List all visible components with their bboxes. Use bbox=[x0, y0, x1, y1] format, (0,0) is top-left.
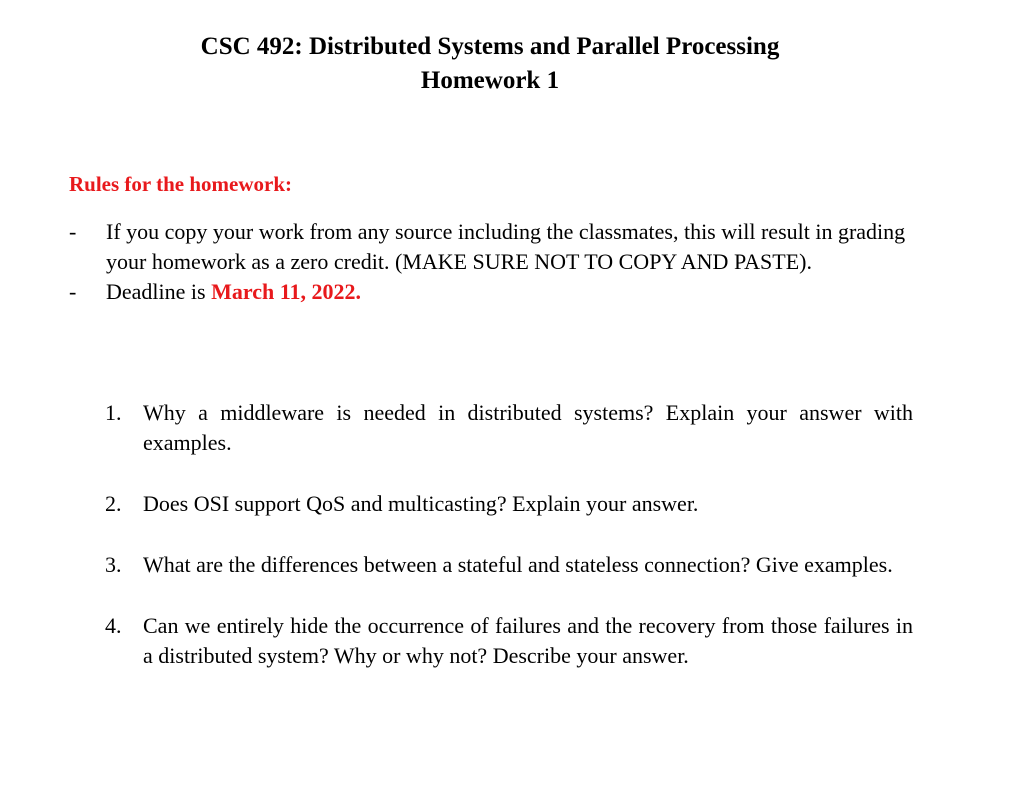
rules-list bbox=[69, 217, 919, 307]
deadline-label: Deadline is bbox=[106, 279, 212, 304]
document-header bbox=[0, 30, 980, 98]
rule-bullet: - bbox=[69, 279, 77, 304]
question-number: 3. bbox=[105, 552, 122, 577]
course-title: CSC 492: Distributed Systems and Parallel Processing bbox=[200, 33, 780, 60]
question-item bbox=[105, 398, 913, 458]
question-item bbox=[105, 489, 913, 519]
question-text: Why a middleware is needed in distributed systems? Explain your answer with examples. bbox=[143, 400, 913, 455]
question-number: 4. bbox=[105, 613, 122, 638]
rule-bullet: - bbox=[69, 219, 77, 244]
question-item bbox=[105, 611, 913, 671]
deadline-date: March 11, 2022. bbox=[211, 279, 362, 304]
question-text: Does OSI support QoS and multicasting? Explain your answer. bbox=[143, 491, 699, 516]
rules-heading: Rules for the homework: bbox=[69, 172, 293, 196]
question-number: 1. bbox=[105, 400, 122, 425]
rule-item-deadline bbox=[69, 277, 919, 307]
question-item bbox=[105, 550, 913, 580]
question-text: What are the differences between a stateful and stateless connection? Give examples. bbox=[143, 552, 893, 577]
rule-item-copying bbox=[69, 217, 919, 277]
questions-list bbox=[105, 398, 913, 702]
question-number: 2. bbox=[105, 491, 122, 516]
homework-title: Homework 1 bbox=[420, 67, 560, 94]
question-text: Can we entirely hide the occurrence of failures and the recovery from those failures in a distributed system? Why or why not? Describe your answer. bbox=[143, 613, 913, 668]
rule-text: If you copy your work from any source including the classmates, this will result in grading your homework as a zero credit. (MAKE SURE NOT TO COPY AND PASTE). bbox=[106, 219, 906, 274]
